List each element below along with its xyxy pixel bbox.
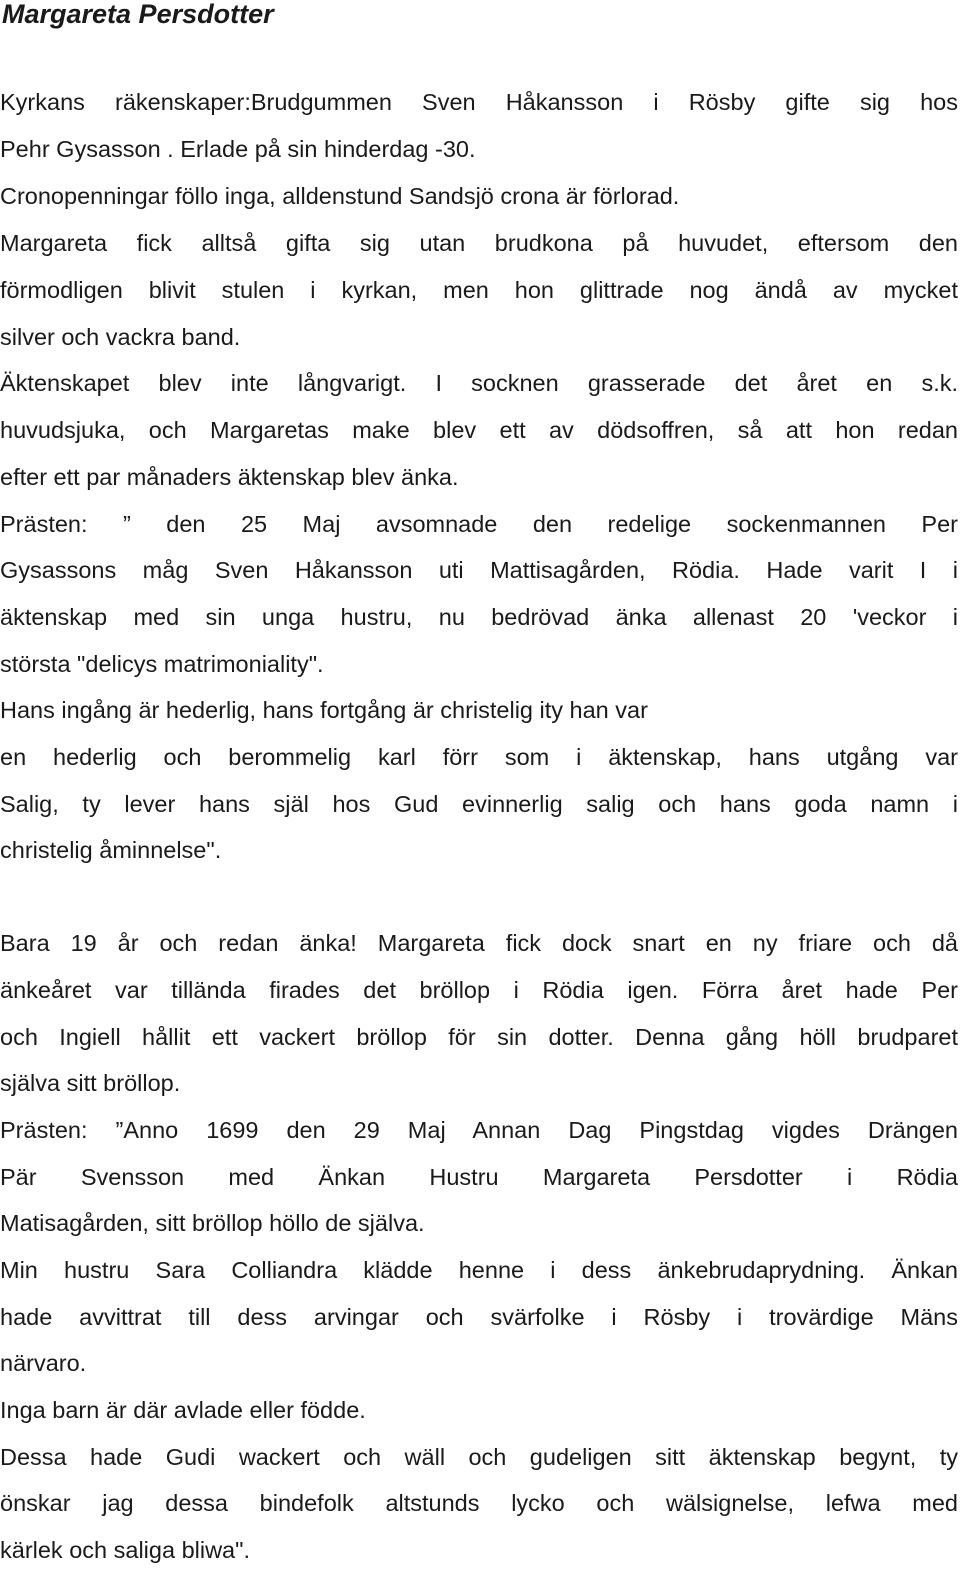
text-line: Bara 19 år och redan änka! Margareta fick dock snart en ny friare och då — [0, 930, 958, 956]
text-line: Margareta fick alltså gifta sig utan brudkona på huvudet, eftersom den — [0, 230, 958, 256]
text-line: Prästen: ” den 25 Maj avsomnade den redelige sockenmannen Per — [0, 511, 958, 537]
text-line: Min hustru Sara Colliandra klädde henne i dess änkebrudaprydning. Änkan — [0, 1257, 958, 1283]
text-line: Cronopenningar föllo inga, alldenstund Sandsjö crona är förlorad. — [0, 183, 680, 209]
document-title: Margareta Persdotter — [2, 0, 274, 29]
text-line: Inga barn är där avlade eller födde. — [0, 1397, 366, 1423]
text-line: silver och vackra band. — [0, 324, 241, 350]
text-line: äktenskap med sin unga hustru, nu bedrövad änka allenast 20 'veckor i — [0, 604, 958, 630]
text-line: önskar jag dessa bindefolk altstunds lycko och wälsignelse, lefwa med — [0, 1490, 958, 1516]
text-line: kärlek och saliga bliwa". — [0, 1537, 250, 1563]
text-line: närvaro. — [0, 1350, 87, 1376]
text-line: hade avvittrat till dess arvingar och svärfolke i Rösby i trovärdige Mäns — [0, 1304, 958, 1330]
text-line: Salig, ty lever hans själ hos Gud evinnerlig salig och hans goda namn i — [0, 791, 958, 817]
text-line: Kyrkans räkenskaper:Brudgummen Sven Håkansson i Rösby gifte sig hos — [0, 89, 958, 115]
text-line: Dessa hade Gudi wackert och wäll och gudeligen sitt äktenskap begynt, ty — [0, 1444, 958, 1470]
text-line: Pehr Gysasson . Erlade på sin hinderdag -30. — [0, 136, 476, 162]
text-line: christelig åminnelse". — [0, 837, 222, 863]
text-line: Gysassons måg Sven Håkansson uti Mattisagården, Rödia. Hade varit I i — [0, 557, 958, 583]
text-line: efter ett par månaders äktenskap blev änka. — [0, 464, 459, 490]
text-line: Pär Svensson med Änkan Hustru Margareta Persdotter i Rödia — [0, 1164, 958, 1190]
text-line: och Ingiell hållit ett vackert bröllop för sin dotter. Denna gång höll brudparet — [0, 1024, 958, 1050]
text-line: huvudsjuka, och Margaretas make blev ett av dödsoffren, så att hon redan — [0, 417, 958, 443]
text-line: Hans ingång är hederlig, hans fortgång är christelig ity han var — [0, 697, 648, 723]
text-line: Äktenskapet blev inte långvarigt. I socknen grasserade det året en s.k. — [0, 370, 958, 396]
text-line: Matisagården, sitt bröllop höllo de själva. — [0, 1210, 425, 1236]
text-line: förmodligen blivit stulen i kyrkan, men hon glittrade nog ändå av mycket — [0, 277, 958, 303]
text-line: största "delicys matrimoniality". — [0, 651, 324, 677]
text-line: Prästen: ”Anno 1699 den 29 Maj Annan Dag Pingstdag vigdes Drängen — [0, 1117, 958, 1143]
text-line: en hederlig och berommelig karl förr som i äktenskap, hans utgång var — [0, 744, 958, 770]
text-line: själva sitt bröllop. — [0, 1070, 181, 1096]
text-line: änkeåret var tillända firades det bröllop i Rödia igen. Förra året hade Per — [0, 977, 958, 1003]
